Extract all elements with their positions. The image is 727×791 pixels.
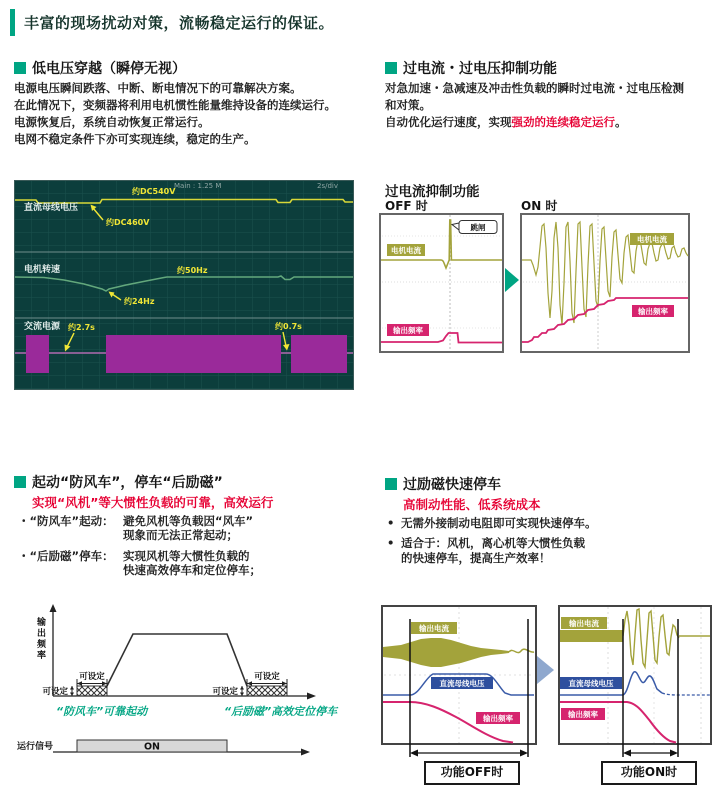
ocov-body-suffix: 。: [615, 115, 627, 129]
scope-header-right: 2s/div: [317, 182, 338, 190]
settable-label: 可设定: [79, 672, 105, 682]
output-freq-badge-label: 输出频率: [393, 326, 423, 335]
section-header-overex: [385, 474, 501, 494]
bullet-dot: •: [387, 536, 395, 550]
ac-power-block: [291, 335, 347, 373]
dc-bus-badge-label: 直流母线电压: [568, 679, 614, 688]
fan-timing-diagram: [10, 603, 340, 778]
scope-ch2-label: 电机转速: [24, 265, 61, 275]
section-header-lvrt: [14, 58, 186, 78]
fan-bullet2-line2: 快速高效停车和定位停车；: [123, 563, 261, 577]
oc-chart-title: 过电流抑制功能: [385, 184, 480, 200]
arrow-right-icon: [537, 656, 554, 684]
fan-bullet1-line1: 避免风机等负载因“风车”: [123, 514, 254, 528]
section-header-ocov: [385, 58, 557, 78]
overex-off-panel: [381, 605, 537, 763]
lvrt-body: [14, 80, 370, 148]
bullet-dot: •: [387, 516, 395, 530]
output-freq-profile: [107, 634, 247, 686]
lvrt-title: 低电压穿越（瞬停无视）: [32, 61, 186, 77]
output-current-badge-label: 输出电流: [419, 624, 449, 633]
settable-label: 可设定: [42, 687, 68, 697]
annotation-24hz: 约24Hz: [124, 297, 155, 306]
run-on-label: ON: [143, 741, 161, 753]
motor-current-badge-label: 电机电流: [637, 235, 667, 244]
fan-bullet2-term: ・“后励磁”停车：: [18, 549, 114, 563]
arrowhead: [623, 750, 631, 757]
section-square-icon: [385, 62, 397, 74]
annotation-dc540: 约DC540V: [132, 187, 176, 196]
section-square-icon: [385, 478, 397, 490]
oc-off-panel: [379, 213, 504, 353]
settable-label: 可设定: [212, 687, 238, 697]
scope-ch1-label: 直流母线电压: [24, 203, 79, 213]
trip-callout-label: 跳闸: [470, 223, 486, 232]
settable-label: 可设定: [254, 672, 280, 682]
oc-on-label: ON 时: [521, 199, 558, 213]
fan-bullet1-term: ・“防风车”起动：: [18, 514, 114, 528]
section-square-icon: [14, 62, 26, 74]
annotation-0-7s: 约0.7s: [275, 322, 302, 331]
scope-ch3-label: 交流电源: [24, 322, 61, 332]
output-freq-badge-label: 输出频率: [483, 714, 513, 723]
overex-bullet2-line2: 的快速停车，提高生产效率！: [401, 551, 551, 565]
func-off-box: 功能OFF时: [424, 761, 520, 785]
section-square-icon: [14, 476, 26, 488]
dc-bus-badge-label: 直流母线电压: [439, 679, 485, 688]
page-title-block: [10, 9, 334, 36]
ac-power-block: [106, 335, 281, 373]
arrowhead: [70, 686, 74, 690]
arrowhead: [240, 686, 244, 690]
annotation-50hz: 约50Hz: [177, 266, 208, 275]
ocov-body: [385, 80, 725, 131]
ocov-body-line: [385, 114, 725, 131]
lvrt-body-line: 电网不稳定条件下亦可实现连续，稳定的生产。: [14, 132, 256, 146]
y-axis-label: 输出频率: [35, 617, 45, 661]
fan-title: 起动“防风车”，停车“后励磁”: [32, 475, 223, 491]
output-freq-badge-label: 输出频率: [568, 710, 598, 719]
overex-bullet2-line1: 适合于：风机，离心机等大惯性负载: [401, 536, 585, 550]
lvrt-body-line: 在此情况下，变频器将利用电机惯性能量维持设备的连续运行。: [14, 98, 336, 112]
fan-bullet2-line1: 实现风机等大惯性负载的: [123, 549, 250, 563]
overex-on-panel: [558, 605, 712, 763]
overex-subtitle: 高制动性能、低系统成本: [403, 497, 541, 512]
oc-on-panel: [520, 213, 690, 353]
oc-off-label: OFF 时: [385, 199, 428, 213]
arrowhead: [247, 681, 252, 685]
y-axis-arrowhead: [50, 604, 57, 612]
arrowhead: [410, 750, 418, 757]
ocov-body-red: 强劲的连续稳定运行: [511, 115, 615, 129]
caption-stop: “后励磁”高效定位停车: [224, 705, 338, 718]
ocov-body-line: 对急加速・急减速及冲击性负载的瞬时过电流・过电压检测: [385, 81, 684, 95]
annotation-2-7s: 约2.7s: [68, 323, 95, 332]
ac-power-block: [26, 335, 49, 373]
arrowhead: [282, 681, 287, 685]
overex-title: 过励磁快速停车: [403, 477, 501, 493]
title-accent-bar: [10, 9, 15, 36]
motor-current-badge-label: 电机电流: [391, 246, 421, 255]
run-signal-label: 运行信号: [17, 742, 54, 752]
ocov-body-line: 和对策。: [385, 98, 431, 112]
arrowhead: [520, 750, 528, 757]
scope-header-center: Main : 1.25 M: [174, 182, 222, 190]
caption-start: “防风车”可靠起动: [56, 705, 148, 718]
lvrt-body-line: 电源电压瞬间跌落、中断、断电情况下的可靠解决方案。: [14, 81, 302, 95]
settable-block: [77, 686, 107, 696]
x-axis-arrowhead: [307, 693, 316, 700]
output-current-band: [560, 630, 623, 642]
arrow-right-icon: [505, 268, 519, 292]
annotation-dc460: 约DC460V: [106, 218, 150, 227]
output-current-badge-label: 输出电流: [569, 619, 599, 628]
arrowhead: [670, 750, 678, 757]
ocov-title: 过电流・过电压抑制功能: [403, 61, 557, 77]
oscilloscope-image: [14, 180, 354, 390]
page-title: 丰富的现场扰动对策，流畅稳定运行的保证。: [24, 14, 335, 32]
fan-subtitle: 实现“风机”等大惯性负载的可靠，高效运行: [32, 495, 274, 510]
func-on-box: 功能ON时: [601, 761, 697, 785]
fan-bullet1-line2: 现象而无法正常起动；: [123, 528, 238, 542]
settable-block: [247, 686, 287, 696]
lvrt-body-line: 电源恢复后，系统自动恢复正常运行。: [14, 115, 210, 129]
overex-bullet1: 无需外接制动电阻即可实现快速停车。: [401, 516, 597, 530]
arrowhead: [301, 749, 310, 756]
section-header-fan: [14, 472, 223, 492]
output-freq-badge-label: 输出频率: [638, 307, 668, 316]
ocov-body-prefix: 自动优化运行速度，实现: [385, 115, 512, 129]
